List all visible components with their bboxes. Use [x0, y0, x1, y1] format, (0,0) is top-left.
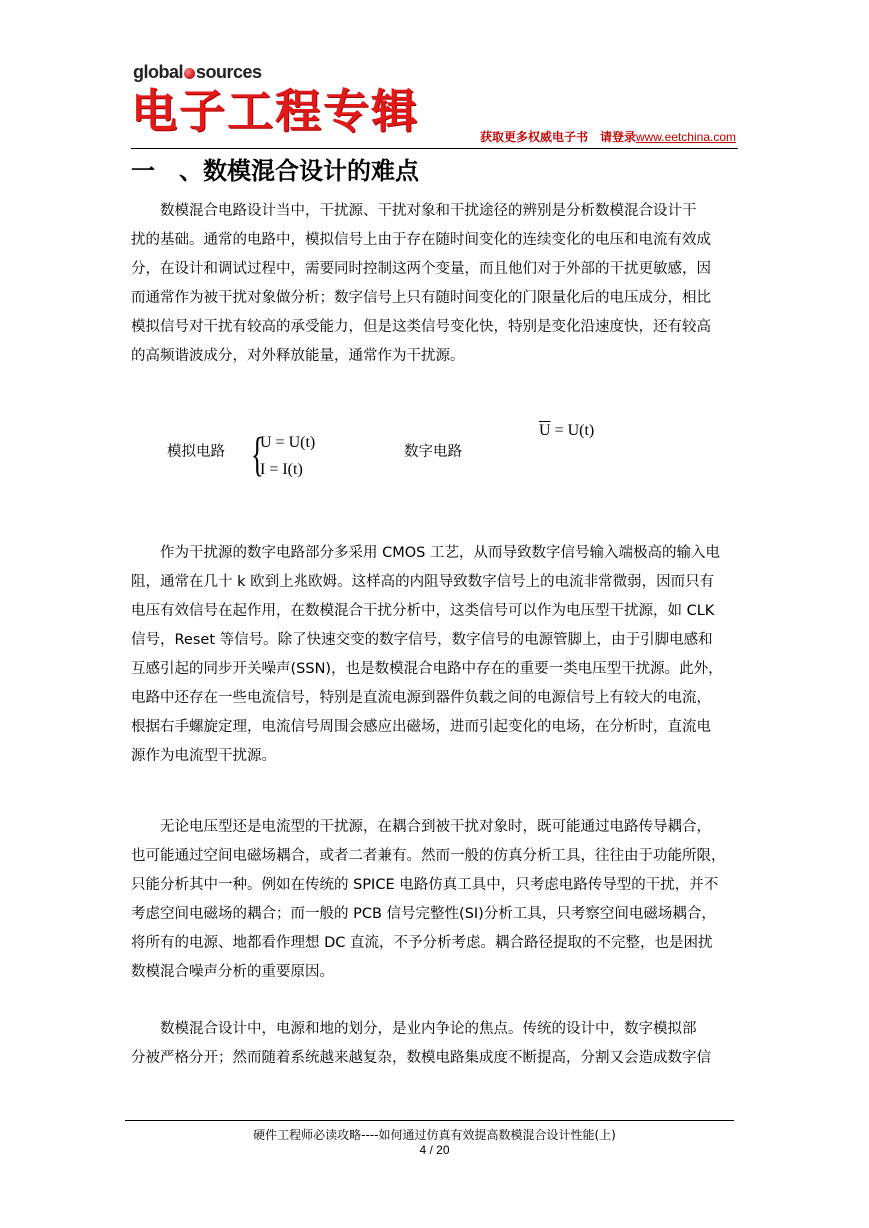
section-heading: 一 、数模混合设计的难点 [131, 157, 419, 185]
paragraph-3 [131, 813, 738, 987]
text-line: 互感引起的同步开关噪声(SSN)，也是数模混合电路中存在的重要一类电压型干扰源。此外， [131, 661, 723, 677]
header-promo [480, 128, 736, 145]
text-line: 数模混合设计中，电源和地的划分，是业内争论的焦点。传统的设计中，数字模拟部 [160, 1021, 697, 1037]
website-link[interactable]: www.eetchina.com [635, 130, 736, 144]
text-line: 数模混合电路设计当中，干扰源、干扰对象和干扰途径的辨别是分析数模混合设计干 [160, 203, 697, 219]
left-brace: { [251, 428, 264, 481]
paragraph-4 [131, 1015, 738, 1073]
paragraph-1 [131, 197, 738, 371]
text-line: 分被严格分开；然而随着系统越来越复杂，数模电路集成度不断提高，分割又会造成数字信 [131, 1050, 711, 1066]
equation-rhs: = U(t) [550, 422, 595, 439]
logo-text-left: global [133, 62, 183, 82]
eet-brand-title: 电子工程专辑 [131, 84, 419, 138]
digital-circuit-label: 数字电路 [404, 444, 462, 460]
text-line: 的高频谐波成分，对外释放能量，通常作为干扰源。 [131, 348, 465, 364]
text-line: 将所有的电源、地都看作理想 DC 直流，不予分析考虑。耦合路径提取的不完整，也是困扰 [131, 935, 713, 951]
text-line: 而通常作为被干扰对象做分析；数字信号上只有随时间变化的门限量化后的电压成分，相比 [131, 290, 711, 306]
formula-block [131, 420, 738, 500]
text-line: 模拟信号对干扰有较高的承受能力，但是这类信号变化快，特别是变化沿速度快，还有较高 [131, 319, 711, 335]
text-line: 分，在设计和调试过程中，需要同时控制这两个变量，而且他们对于外部的干扰更敏感，因 [131, 261, 711, 277]
text-line: 数模混合噪声分析的重要原因。 [131, 964, 334, 980]
digital-voltage-equation [539, 422, 594, 440]
text-line: 考虑空间电磁场的耦合；而一般的 PCB 信号完整性(SI)分析工具，只考察空间电磁场耦合， [131, 906, 716, 922]
text-line: 无论电压型还是电流型的干扰源，在耦合到被干扰对象时，既可能通过电路传导耦合， [160, 819, 711, 835]
document-header [131, 62, 738, 152]
text-line: 也可能通过空间电磁场耦合，或者二者兼有。然而一般的仿真分析工具，往往由于功能所限， [131, 848, 726, 864]
header-divider [131, 148, 738, 149]
paragraph-2 [131, 539, 738, 771]
text-line: 电压有效信号在起作用，在数模混合干扰分析中，这类信号可以作为电压型干扰源，如 CLK [131, 603, 715, 619]
footer-document-title: 硬件工程师必读攻略----如何通过仿真有效提高数模混合设计性能(上) [253, 1128, 616, 1142]
text-line: 信号，Reset 等信号。除了快速交变的数字信号，数字信号的电源管脚上，由于引脚电感和 [131, 632, 713, 648]
text-line: 只能分析其中一种。例如在传统的 SPICE 电路仿真工具中，只考虑电路传导型的干扰，并不 [131, 877, 719, 893]
text-line: 作为干扰源的数字电路部分多采用 CMOS 工艺，从而导致数字信号输入端极高的输入电 [160, 545, 720, 561]
logo-dot-icon [184, 68, 195, 79]
text-line: 根据右手螺旋定理，电流信号周围会感应出磁场，进而引起变化的电场，在分析时，直流电 [131, 719, 711, 735]
logo-text-right: sources [196, 62, 262, 82]
analog-circuit-label: 模拟电路 [167, 444, 225, 460]
promo-text: 获取更多权威电子书 请登录 [479, 130, 636, 144]
analog-current-equation: I = I(t) [260, 461, 303, 478]
text-line: 扰的基础。通常的电路中，模拟信号上由于存在随时间变化的连续变化的电压和电流有效成 [131, 232, 711, 248]
equation-lhs: $\overline{U}$ [539, 422, 551, 439]
footer-divider [125, 1120, 734, 1121]
analog-voltage-equation: U = U(t) [260, 434, 316, 451]
globalsources-logo [133, 62, 262, 82]
text-line: 阻，通常在几十 k 欧到上兆欧姆。这样高的内阻导致数字信号上的电流非常微弱，因而只有 [131, 574, 715, 590]
page-number: 4 / 20 [419, 1143, 450, 1157]
text-line: 源作为电流型干扰源。 [131, 748, 276, 764]
text-line: 电路中还存在一些电流信号，特别是直流电源到器件负载之间的电源信号上有较大的电流， [131, 690, 711, 706]
